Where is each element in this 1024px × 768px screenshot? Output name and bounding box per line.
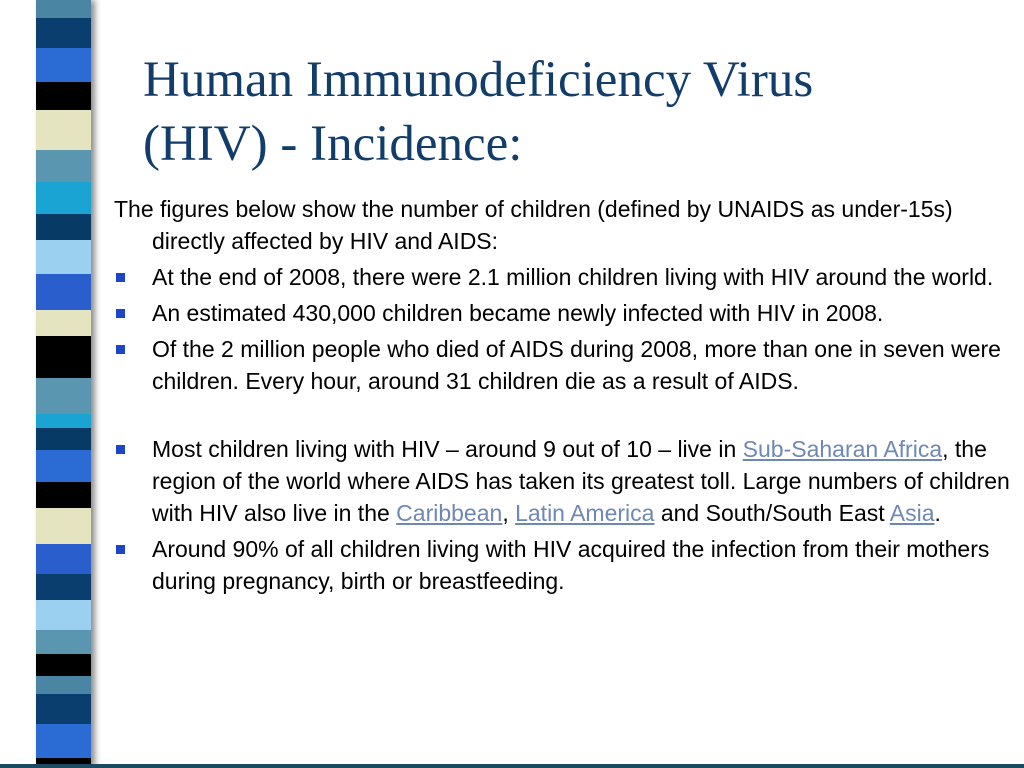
title-line-1: Human Immunodeficiency Virus	[143, 52, 814, 108]
stripe-segment	[36, 676, 91, 694]
stripe-segment	[36, 694, 91, 724]
slide-body	[114, 193, 1019, 601]
square-bullet-icon	[116, 345, 125, 354]
stripe-segment	[36, 378, 91, 414]
stripe-segment	[36, 0, 91, 18]
bullet-text: At the end of 2008, there were 2.1 million children living with HIV around the world.	[152, 264, 994, 290]
title-line-2: (HIV) - Incidence:	[143, 116, 523, 172]
stripe-segment	[36, 18, 91, 48]
stripe-segment	[36, 428, 91, 450]
regions-text-4: and South/South East	[654, 500, 890, 526]
square-bullet-icon	[116, 445, 125, 454]
link-latin-america[interactable]: Latin America	[515, 500, 655, 526]
bottom-rule	[0, 764, 1024, 768]
regions-text-1: Most children living with HIV – around 9 out of 10 – live in	[152, 436, 743, 462]
stripe-segment	[36, 508, 91, 544]
bullet-new-infections	[114, 297, 1019, 329]
bullet-text: An estimated 430,000 children became newly infected with HIV in 2008.	[152, 300, 884, 326]
square-bullet-icon	[116, 273, 125, 282]
stripe-segment	[36, 182, 91, 214]
bullet-regions	[114, 433, 1019, 529]
stripe-segment	[36, 724, 91, 758]
bullet-aids-deaths	[114, 333, 1019, 397]
stripe-segment	[36, 600, 91, 630]
link-sub-saharan-africa[interactable]: Sub-Saharan Africa	[742, 436, 943, 462]
stripe-segment	[36, 310, 91, 336]
decorative-stripe-bar	[36, 0, 91, 768]
square-bullet-icon	[116, 545, 125, 554]
bullet-mother-to-child	[114, 533, 1019, 597]
regions-text-2: , the region of the world where AIDS has taken its greatest toll. Large numbers of children with HIV also live in the	[152, 436, 1010, 526]
regions-text-5: .	[934, 500, 941, 526]
paragraph-spacer	[114, 401, 1019, 433]
intro-paragraph: The figures below show the number of children (defined by UNAIDS as under-15s) directly affected by HIV and AIDS:	[114, 196, 953, 254]
stripe-segment	[36, 336, 91, 378]
bullet-text: Of the 2 million people who died of AIDS during 2008, more than one in seven were children. Every hour, around 31 children die as a result of AIDS.	[152, 336, 1001, 394]
stripe-segment	[36, 48, 91, 82]
stripe-segment	[36, 482, 91, 508]
stripe-segment	[36, 214, 91, 240]
stripe-segment	[36, 544, 91, 574]
link-asia[interactable]: Asia	[889, 500, 935, 526]
stripe-segment	[36, 82, 91, 110]
bullet-children-living	[114, 261, 1019, 293]
stripe-segment	[36, 150, 91, 182]
stripe-segment	[36, 110, 91, 150]
stripe-segment	[36, 574, 91, 600]
bullet-text: Around 90% of all children living with HIV acquired the infection from their mothers during pregnancy, birth or breastfeeding.	[152, 536, 990, 594]
stripe-segment	[36, 654, 91, 676]
stripe-segment	[36, 450, 91, 482]
stripe-segment	[36, 274, 91, 310]
square-bullet-icon	[116, 309, 125, 318]
link-caribbean[interactable]: Caribbean	[396, 500, 503, 526]
stripe-segment	[36, 414, 91, 428]
slide-title	[143, 48, 1003, 176]
regions-text-3: ,	[502, 500, 516, 526]
stripe-segment	[36, 240, 91, 274]
stripe-segment	[36, 630, 91, 654]
